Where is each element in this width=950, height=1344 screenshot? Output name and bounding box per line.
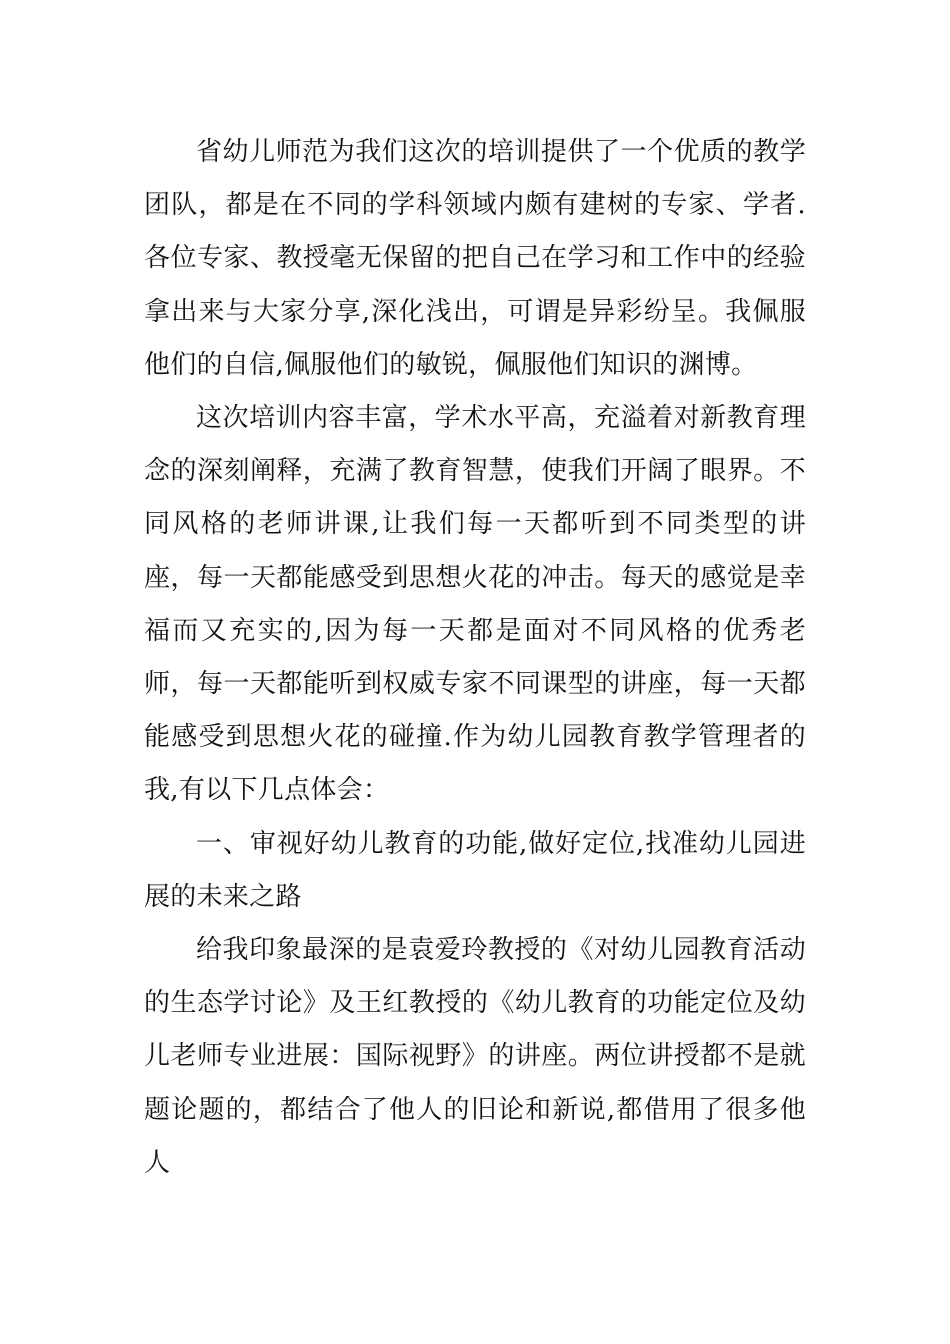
paragraph-training-team: 省幼儿师范为我们这次的培训提供了一个优质的教学团队，都是在不同的学科领域内颇有建树的专家、学者.各位专家、教授毫无保留的把自己在学习和工作中的经验拿出来与大家分享,深化浅出，可谓是异彩纷呈。我佩服他们的自信,佩服他们的敏锐，佩服他们知识的渊博。 — [144, 137, 806, 380]
section-heading-1: 一、审视好幼儿教育的功能,做好定位,找准幼儿园进展的未来之路 — [144, 828, 806, 912]
paragraph-training-content: 这次培训内容丰富，学术水平高，充溢着对新教育理念的深刻阐释，充满了教育智慧，使我们开阔了眼界。不同风格的老师讲课,让我们每一天都听到不同类型的讲座，每一天都能感受到思想火花的冲击。每天的感觉是幸福而又充实的,因为每一天都是面对不同风格的优秀老师，每一天都能听到权威专家不同课型的讲座，每一天都能感受到思想火花的碰撞.作为幼儿园教育教学管理者的我,有以下几点体会： — [144, 403, 806, 806]
paragraph-lecture-impression: 给我印象最深的是袁爱玲教授的《对幼儿园教育活动的生态学讨论》及王红教授的《幼儿教育的功能定位及幼儿老师专业进展：国际视野》的讲座。两位讲授都不是就题论题的，都结合了他人的旧论和新说,都借用了很多他人 — [144, 935, 806, 1178]
document-body — [144, 126, 806, 1190]
